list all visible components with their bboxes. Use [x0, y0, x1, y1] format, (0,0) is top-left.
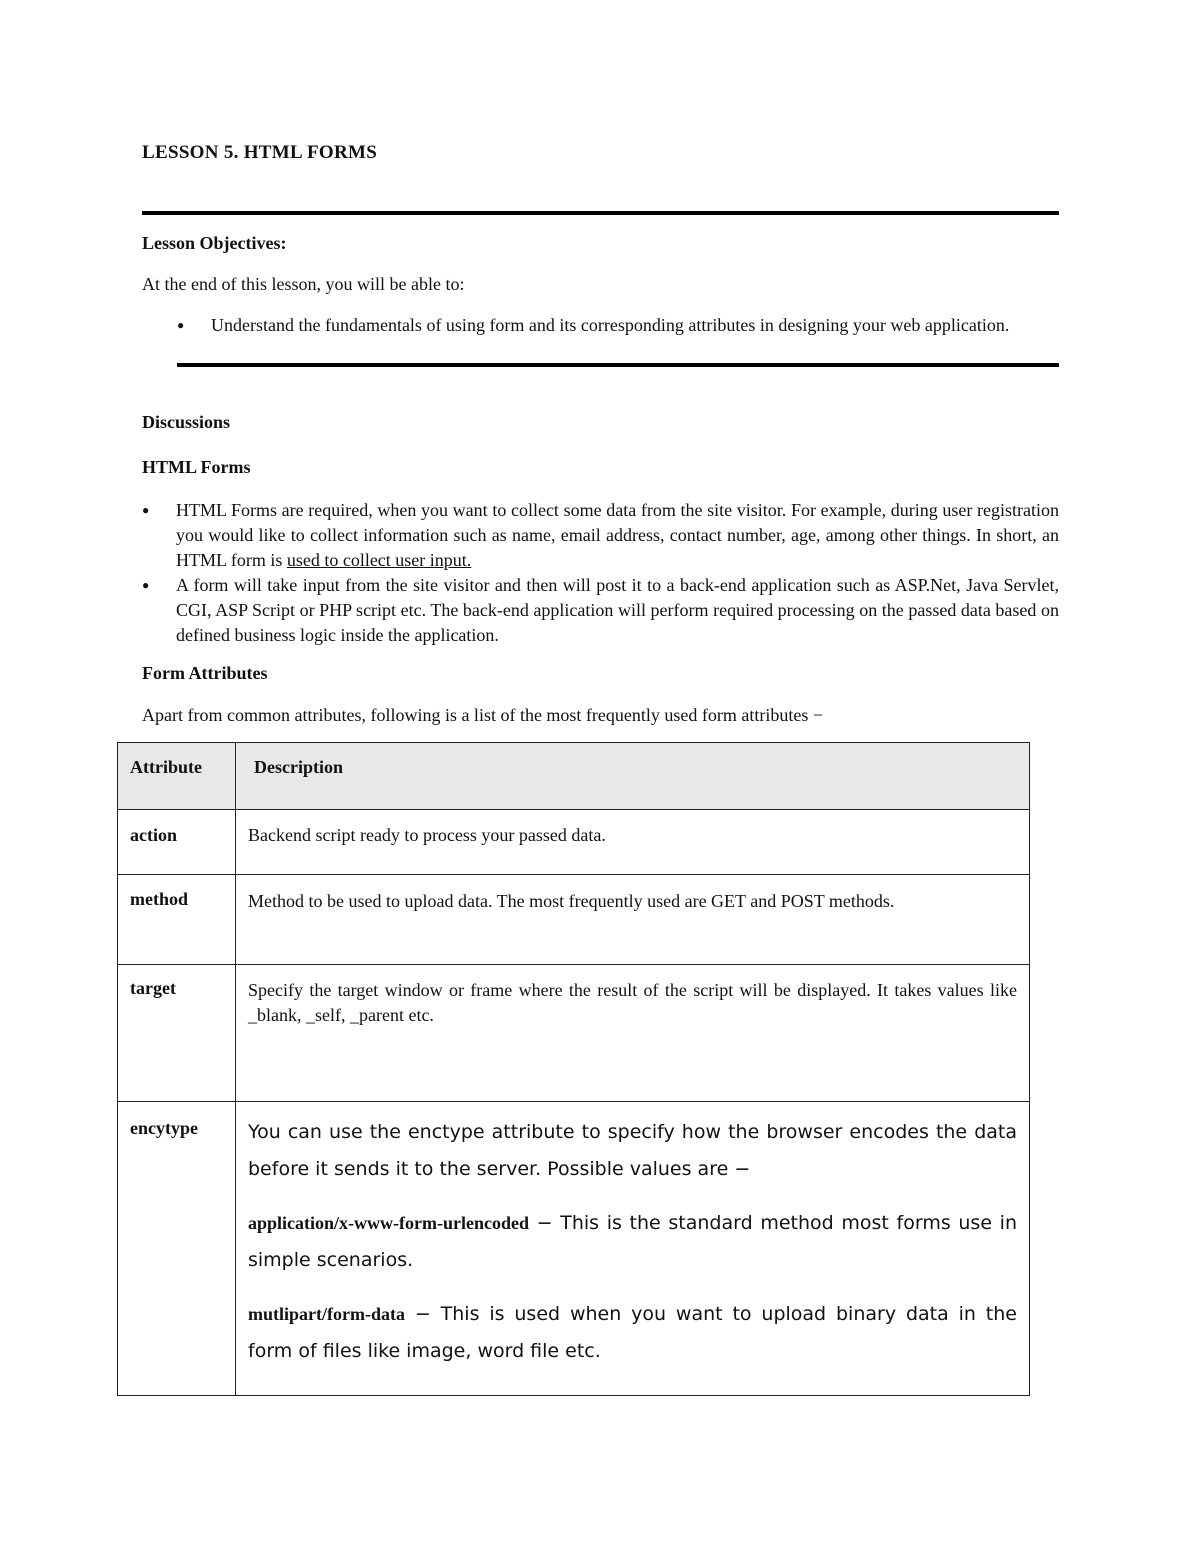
form-attributes-intro: Apart from common attributes, following is a list of the most frequently used form attributes −: [142, 705, 824, 725]
collect-user-input-phrase: used to collect user input.: [286, 550, 472, 570]
attr-name: method: [118, 875, 236, 965]
objective-item: Understand the fundamentals of using form and its corresponding attributes in designing your web application.: [211, 315, 1010, 335]
bullet-icon: ●: [142, 578, 150, 592]
header-description: Description: [236, 743, 1030, 810]
attributes-table: [117, 742, 1030, 1396]
attr-name: encytype: [118, 1102, 236, 1396]
discussions-heading: Discussions: [142, 412, 231, 432]
enctype-term-desc: − This is the standard method most forms use in simple scenarios.: [248, 1212, 1017, 1271]
table-header-row: [118, 743, 1030, 810]
table-row: [118, 1102, 1030, 1396]
attr-desc: [236, 1102, 1030, 1396]
table-row: [118, 875, 1030, 965]
form-attributes-heading: Form Attributes: [142, 663, 268, 683]
title-divider: [142, 211, 1059, 215]
attr-name: action: [118, 810, 236, 875]
enctype-term: application/x-www-form-urlencoded: [248, 1213, 529, 1233]
enctype-term: mutlipart/form-data: [248, 1304, 405, 1324]
table-row: [118, 810, 1030, 875]
html-forms-bullet-1: [176, 498, 1059, 573]
attr-desc: Method to be used to upload data. The most frequently used are GET and POST methods.: [236, 875, 1030, 965]
bullet-icon: ●: [142, 503, 150, 517]
enctype-value-2: [248, 1296, 1017, 1370]
bullet-icon: ●: [177, 318, 185, 332]
header-attribute: Attribute: [118, 743, 236, 810]
page-title: LESSON 5. HTML FORMS: [142, 142, 378, 163]
bullet-1-text: HTML Forms are required, when you want to collect some data from the site visitor. For example, during user registration you would like to collect information such as name, email address, contact number, age, among other things. In short, an HTML form is: [176, 500, 1059, 570]
objectives-intro: At the end of this lesson, you will be able to:: [142, 274, 465, 294]
objectives-heading: Lesson Objectives:: [142, 233, 287, 253]
html-forms-heading: HTML Forms: [142, 457, 251, 477]
objectives-divider: [177, 363, 1059, 367]
attr-desc: Backend script ready to process your passed data.: [236, 810, 1030, 875]
enctype-value-1: [248, 1205, 1017, 1279]
html-forms-bullet-2: A form will take input from the site visitor and then will post it to a back-end application such as ASP.Net, Java Servlet, CGI, ASP Script or PHP script etc. The back-end application will perform required processing on the passed data based on defined business logic inside the application.: [176, 575, 1059, 645]
enctype-intro: You can use the enctype attribute to specify how the browser encodes the data before it sends it to the server. Possible values are −: [248, 1121, 1017, 1180]
attr-desc: Specify the target window or frame where the result of the script will be displayed. It takes values like _blank, _self, _parent etc.: [236, 965, 1030, 1102]
enctype-term-desc: − This is used when you want to upload binary data in the form of files like image, word file etc.: [248, 1303, 1017, 1362]
attr-name: target: [118, 965, 236, 1102]
table-row: [118, 965, 1030, 1102]
